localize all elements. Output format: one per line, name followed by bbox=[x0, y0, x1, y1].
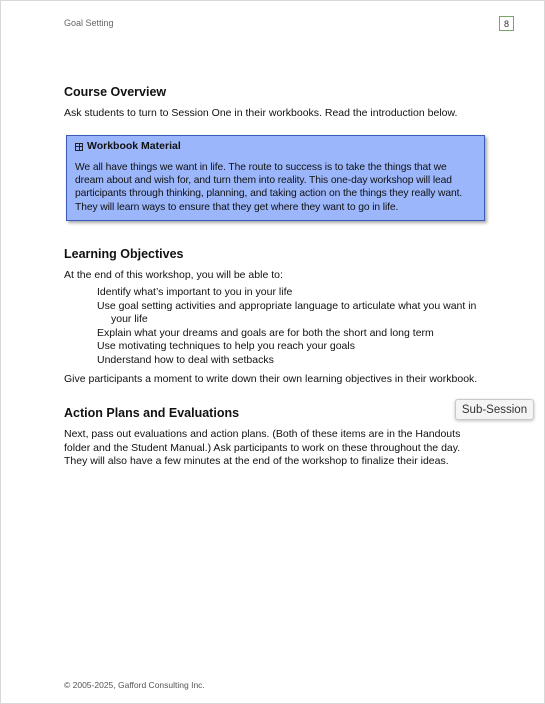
heading-learning-objectives: Learning Objectives bbox=[64, 247, 184, 261]
learning-objectives-closing: Give participants a moment to write down their own learning objectives in their workbook. bbox=[64, 373, 478, 385]
grid-icon bbox=[75, 143, 83, 151]
running-header: Goal Setting bbox=[64, 18, 114, 28]
callout-body: We all have things we want in life. The route to success is to take the things that we dream about and wish for, and turn them into reality. This one-day workshop will lead participants through thinking, planning, and taking action on the things they really want. They will learn ways to ensure that they get where they want to go in life. bbox=[75, 162, 463, 213]
objective-item: Explain what your dreams and goals are for both the short and long term bbox=[97, 326, 434, 339]
callout-title-row bbox=[75, 140, 476, 153]
action-plans-text: Next, pass out evaluations and action plans. (Both of these items are in the Handouts folder and the Student Manual.) Ask participants to work on these throughout the day. They will also have a few minutes at the end of the workshop to finalize their ideas. bbox=[64, 428, 461, 467]
heading-action-plans: Action Plans and Evaluations bbox=[64, 406, 240, 420]
footer-copyright: © 2005-2025, Gafford Consulting Inc. bbox=[64, 680, 205, 690]
sub-session-tooltip[interactable]: Sub-Session bbox=[455, 399, 534, 420]
course-overview-intro: Ask students to turn to Session One in their workbooks. Read the introduction below. bbox=[64, 107, 458, 119]
page-number: 8 bbox=[499, 16, 514, 31]
objective-item: Identify what’s important to you in your life bbox=[97, 286, 293, 298]
callout-title: Workbook Material bbox=[87, 140, 181, 152]
learning-objectives-intro: At the end of this workshop, you will be able to: bbox=[64, 269, 283, 281]
workbook-material-callout bbox=[66, 135, 485, 221]
objective-item: Use goal setting activities and appropriate language to articulate what you want in your life bbox=[97, 299, 477, 325]
heading-course-overview: Course Overview bbox=[64, 85, 167, 99]
objective-item: Use motivating techniques to help you reach your goals bbox=[97, 340, 355, 352]
objectives-list bbox=[97, 286, 487, 367]
objective-item: Understand how to deal with setbacks bbox=[97, 353, 274, 366]
